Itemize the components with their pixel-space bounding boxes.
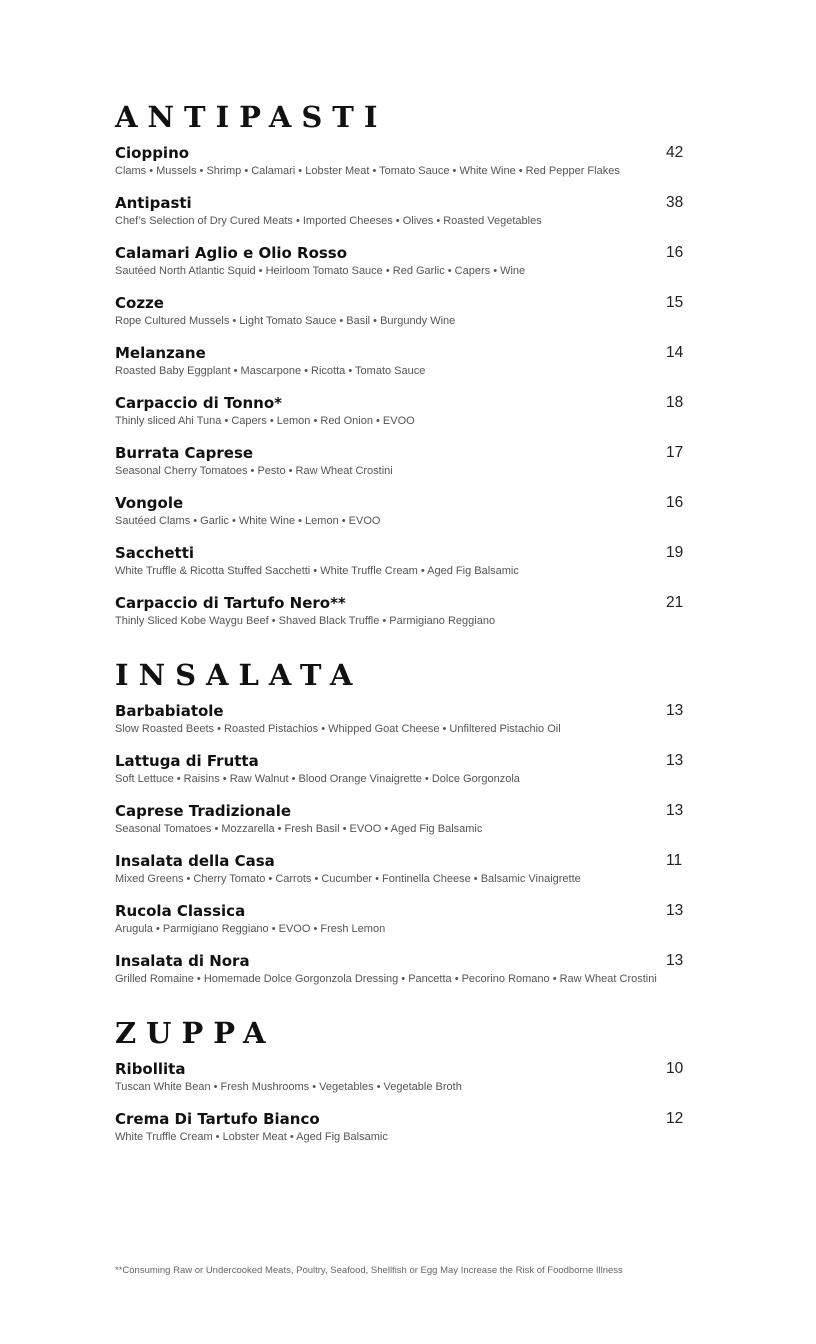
item-description: Arugula • Parmigiano Reggiano • EVOO • Fresh Lemon [115,923,386,935]
item-name: Melanzane [115,344,206,362]
section-zuppa [115,1015,715,1159]
item-price: 11 [666,852,683,869]
item-list [115,143,715,643]
item-description: White Truffle & Ricotta Stuffed Sacchetti • White Truffle Cream • Aged Fig Balsamic [115,565,519,577]
item-name: Caprese Tradizionale [115,802,292,820]
item-price: 16 [666,494,684,511]
item-name: Cozze [115,294,164,312]
item-description: Sautéed North Atlantic Squid • Heirloom Tomato Sauce • Red Garlic • Capers • Wine [115,265,526,277]
item-name: Ribollita [115,1060,186,1078]
item-price: 10 [666,1060,684,1077]
item-name: Calamari Aglio e Olio Rosso [115,244,348,262]
item-name: Barbabiatole [115,702,224,720]
item-description: Soft Lettuce • Raisins • Raw Walnut • Blood Orange Vinaigrette • Dolce Gorgonzola [115,773,520,785]
menu-item [115,193,715,243]
item-price: 13 [666,752,684,769]
footnote-disclaimer: **Consuming Raw or Undercooked Meats, Poultry, Seafood, Shellfish or Egg May Increase the Risk of Foodborne Illness [115,1265,623,1276]
menu-item [115,543,715,593]
item-price: 42 [666,144,684,161]
item-price: 13 [666,952,684,969]
item-price: 19 [666,544,684,561]
item-price: 13 [666,802,684,819]
item-price: 12 [666,1110,684,1127]
item-description: Clams • Mussels • Shrimp • Calamari • Lobster Meat • Tomato Sauce • White Wine • Red Pepper Flakes [115,165,620,177]
item-description: Tuscan White Bean • Fresh Mushrooms • Vegetables • Vegetable Broth [115,1081,462,1093]
item-name: Burrata Caprese [115,444,254,462]
menu-item [115,343,715,393]
item-description: Sautéed Clams • Garlic • White Wine • Lemon • EVOO [115,515,381,527]
section-title: ANTIPASTI [115,100,388,134]
item-description: Seasonal Cherry Tomatoes • Pesto • Raw Wheat Crostini [115,465,393,477]
menu-item [115,901,715,951]
item-name: Cioppino [115,144,190,162]
section-title: INSALATA [115,658,363,692]
section-insalata [115,657,715,1001]
menu-item [115,393,715,443]
menu-item [115,493,715,543]
item-name: Crema Di Tartufo Bianco [115,1110,320,1128]
item-list [115,701,715,1001]
item-price: 15 [666,294,684,311]
item-price: 17 [666,444,684,461]
item-name: Rucola Classica [115,902,246,920]
menu-item [115,851,715,901]
item-name: Antipasti [115,194,192,212]
item-description: Roasted Baby Eggplant • Mascarpone • Ricotta • Tomato Sauce [115,365,426,377]
menu-item [115,801,715,851]
menu-item [115,243,715,293]
menu-item [115,593,715,643]
menu-item [115,293,715,343]
item-description: Rope Cultured Mussels • Light Tomato Sauce • Basil • Burgundy Wine [115,315,456,327]
menu-item [115,951,715,1001]
item-price: 18 [666,394,684,411]
section-title: ZUPPA [115,1016,276,1050]
item-description: Slow Roasted Beets • Roasted Pistachios • Whipped Goat Cheese • Unfiltered Pistachio Oil [115,723,561,735]
menu-item [115,751,715,801]
item-description: White Truffle Cream • Lobster Meat • Aged Fig Balsamic [115,1131,388,1143]
item-description: Mixed Greens • Cherry Tomato • Carrots • Cucumber • Fontinella Cheese • Balsamic Vinaigrette [115,873,581,885]
item-description: Thinly sliced Ahi Tuna • Capers • Lemon • Red Onion • EVOO [115,415,415,427]
item-name: Carpaccio di Tonno* [115,394,282,412]
item-description: Thinly Sliced Kobe Waygu Beef • Shaved Black Truffle • Parmigiano Reggiano [115,615,496,627]
item-name: Vongole [115,494,184,512]
section-antipasti [115,99,715,643]
item-description: Chef’s Selection of Dry Cured Meats • Imported Cheeses • Olives • Roasted Vegetables [115,215,542,227]
menu-item [115,701,715,751]
item-name: Lattuga di Frutta [115,752,259,770]
item-name: Insalata della Casa [115,852,275,870]
item-price: 14 [666,344,684,361]
item-name: Carpaccio di Tartufo Nero** [115,594,346,612]
item-price: 13 [666,902,684,919]
item-price: 38 [666,194,684,211]
item-name: Insalata di Nora [115,952,250,970]
item-price: 13 [666,702,684,719]
menu-item [115,1059,715,1109]
item-price: 21 [666,594,684,611]
item-name: Sacchetti [115,544,195,562]
menu-item [115,443,715,493]
item-description: Grilled Romaine • Homemade Dolce Gorgonzola Dressing • Pancetta • Pecorino Romano • Raw Wheat Crostini [115,973,657,985]
menu-item [115,143,715,193]
item-list [115,1059,715,1159]
menu-item [115,1109,715,1159]
item-description: Seasonal Tomatoes • Mozzarella • Fresh Basil • EVOO • Aged Fig Balsamic [115,823,483,835]
item-price: 16 [666,244,684,261]
